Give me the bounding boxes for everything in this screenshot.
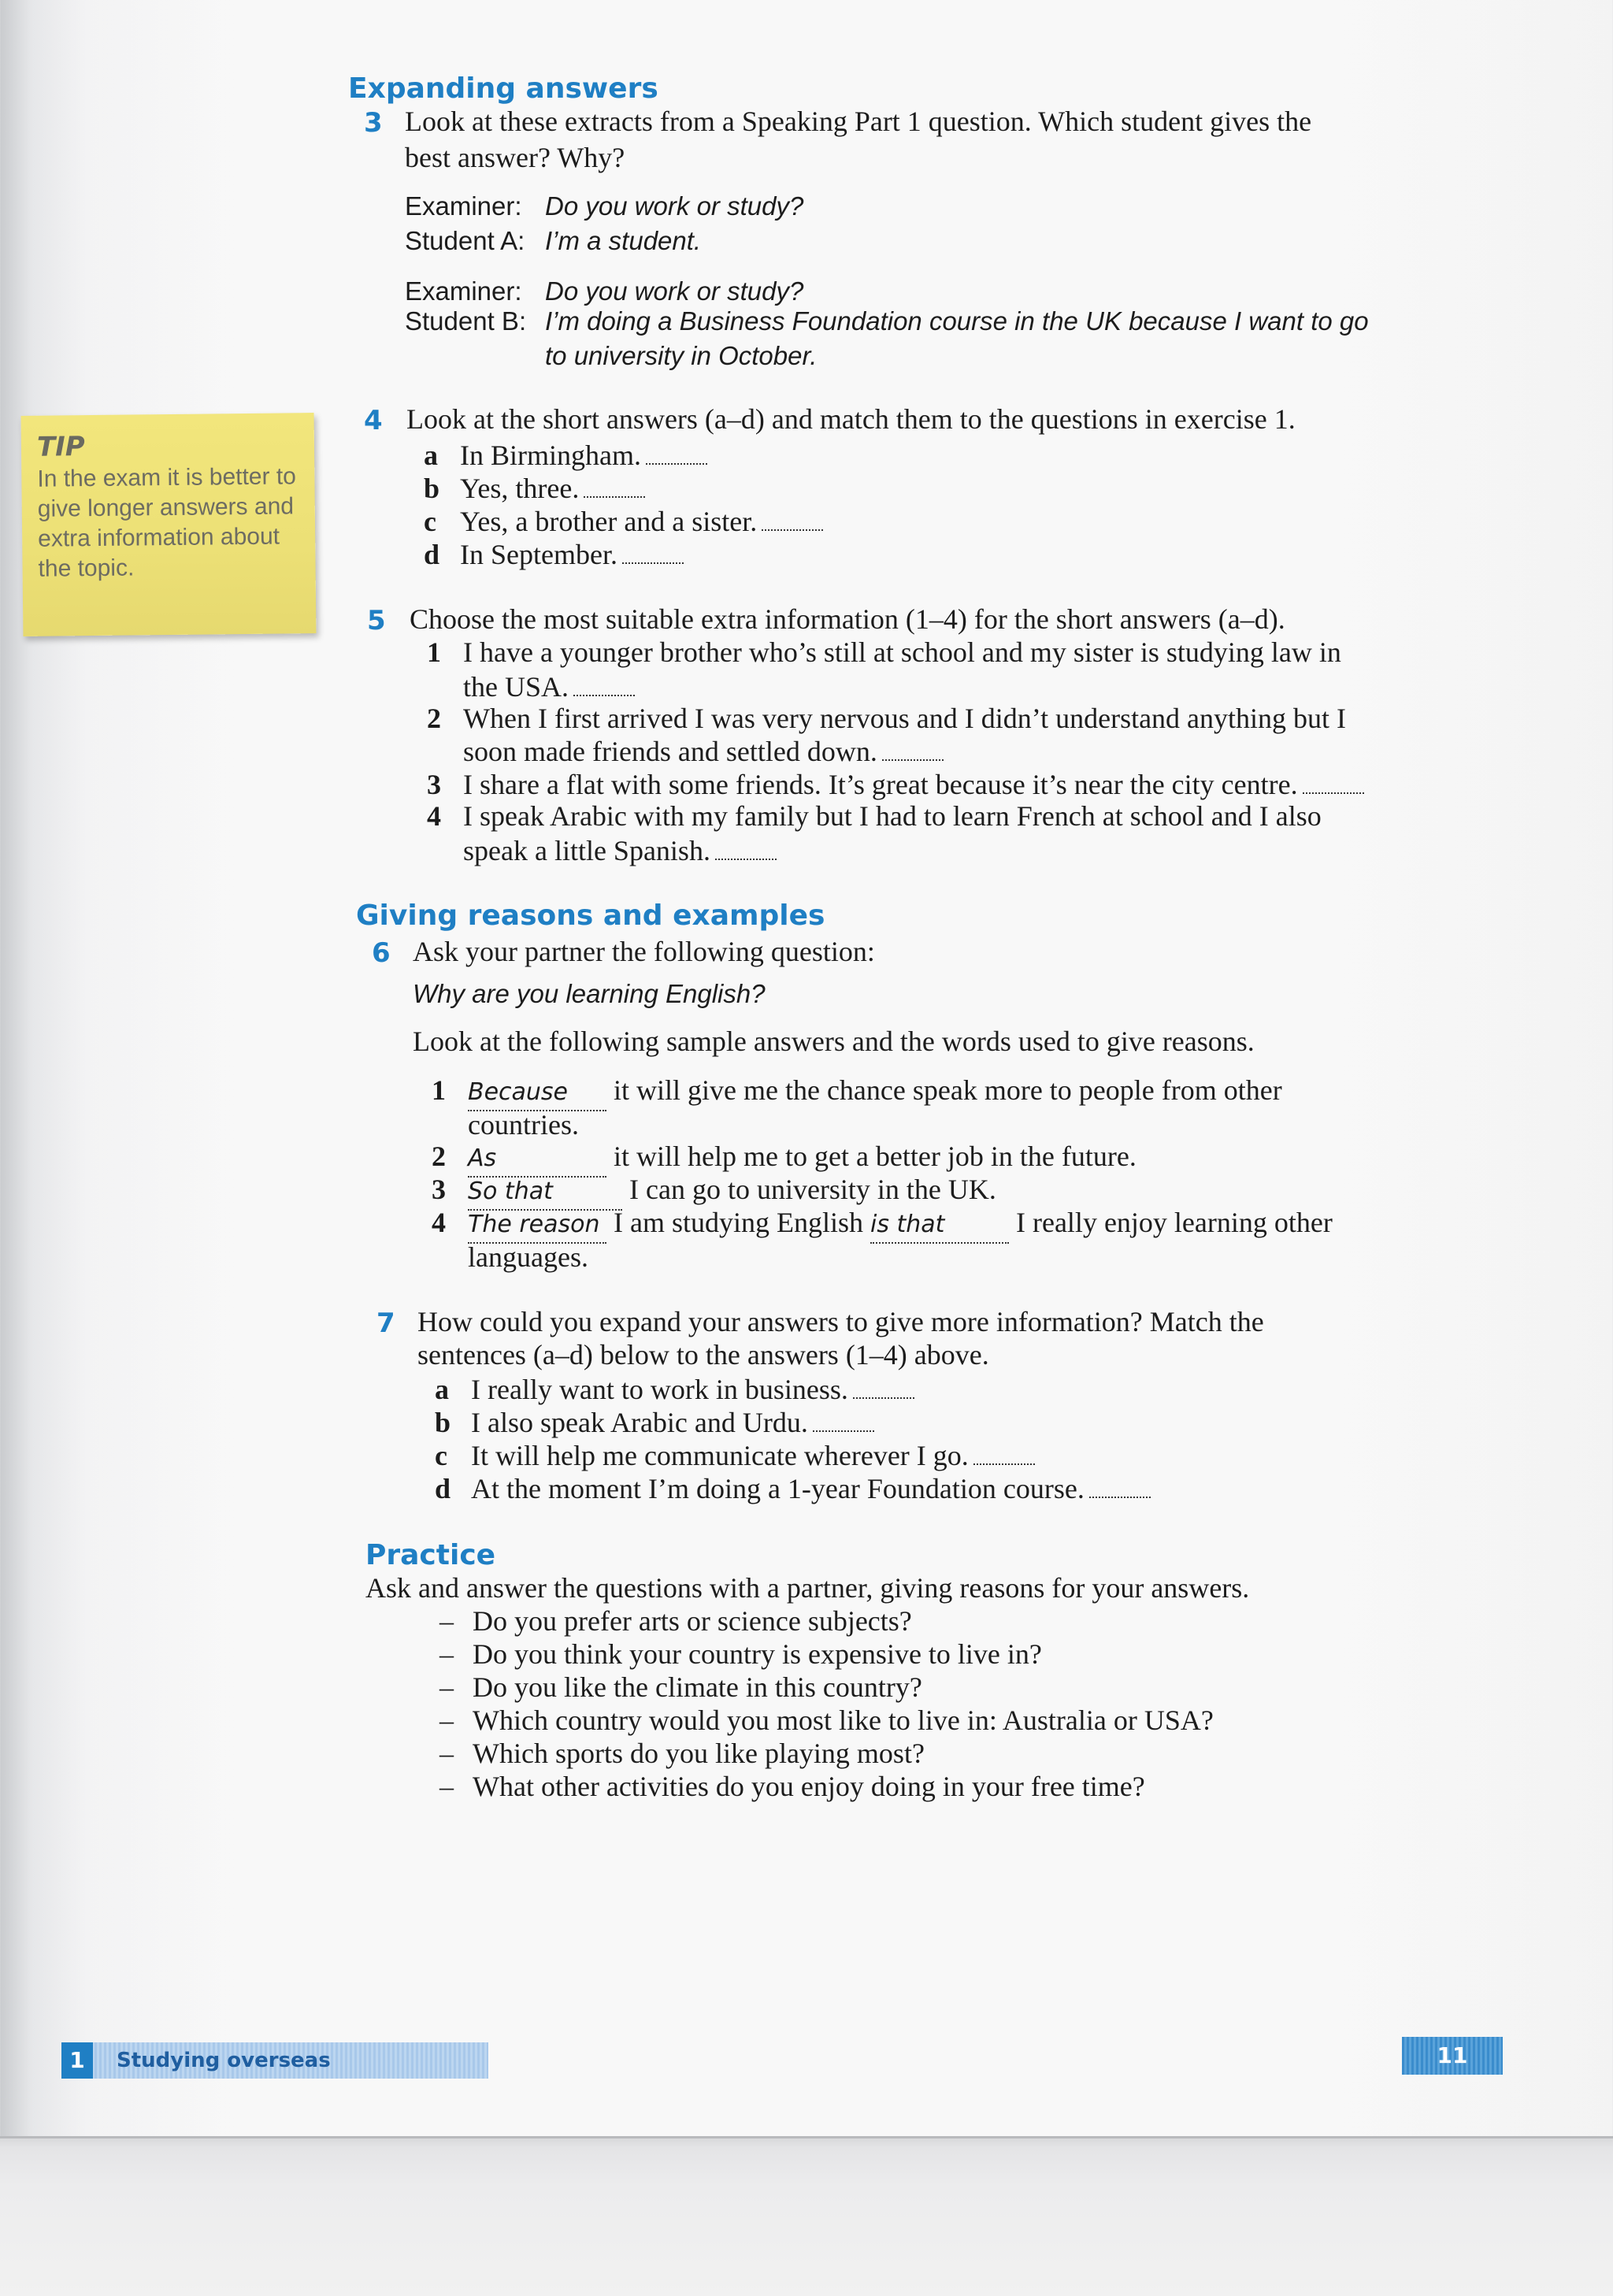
ex6-item-4: 4 The reason I am studying English is that I really enjoy learning other xyxy=(432,1205,1333,1244)
ex7-item-c: c It will help me communicate wherever I go. xyxy=(435,1438,1035,1473)
ex7-instruction-2: sentences (a–d) below to the answers (1–4) above. xyxy=(417,1339,989,1371)
ex5-item-1-cont: the USA. xyxy=(463,670,635,704)
answer-blank[interactable] xyxy=(813,1408,874,1432)
practice-question: – Which sports do you like playing most? xyxy=(439,1738,925,1769)
answer-blank[interactable] xyxy=(762,507,823,531)
page-number: 11 xyxy=(1402,2037,1503,2075)
ex6-item-4-cont: languages. xyxy=(468,1241,588,1273)
dialog-b-student-cont: to university in October. xyxy=(545,341,818,370)
ex6-question: Why are you learning English? xyxy=(413,979,766,1008)
ex5-item-3: 3 I share a flat with some friends. It’s great because it’s near the city centre. xyxy=(427,767,1364,802)
exercise-number-7: 7 xyxy=(376,1307,395,1339)
page-edge-shadow xyxy=(0,2136,1613,2296)
ex7-item-d: d At the moment I’m doing a 1-year Foundation course. xyxy=(435,1471,1151,1506)
ex4-item-c: c Yes, a brother and a sister. xyxy=(424,504,823,539)
dialog-b-examiner: Examiner: Do you work or study? xyxy=(405,276,804,306)
filled-answer: As xyxy=(468,1141,606,1178)
exercise-number-6: 6 xyxy=(372,937,391,969)
answer-blank[interactable] xyxy=(584,474,645,498)
filled-answer: is that xyxy=(870,1207,1009,1244)
ex6-item-1-cont: countries. xyxy=(468,1109,579,1141)
exercise-number-3: 3 xyxy=(364,107,383,139)
tip-note xyxy=(21,413,317,636)
filled-answer: So that xyxy=(468,1174,622,1211)
ex7-item-a: a I really want to work in business. xyxy=(435,1372,914,1407)
section-heading-practice: Practice xyxy=(365,1539,496,1571)
ex4-instruction: Look at the short answers (a–d) and match them to the questions in exercise 1. xyxy=(406,403,1296,435)
practice-question: – Which country would you most like to live in: Australia or USA? xyxy=(439,1704,1214,1736)
answer-blank[interactable] xyxy=(646,441,707,465)
ex4-item-b: b Yes, three. xyxy=(424,471,645,506)
ex6-instruction: Ask your partner the following question: xyxy=(413,936,875,967)
dialog-a-examiner: Examiner: Do you work or study? xyxy=(405,191,804,221)
ex3-instruction-2: best answer? Why? xyxy=(405,142,625,173)
tip-text: In the exam it is better to give longer answers and extra information about the topic. xyxy=(37,463,297,582)
unit-title: Studying overseas xyxy=(117,2049,331,2072)
practice-question: – Do you think your country is expensive to live in? xyxy=(439,1638,1042,1670)
ex5-item-1: 1 I have a younger brother who’s still at school and my sister is studying law in xyxy=(427,636,1341,668)
answer-blank[interactable] xyxy=(1089,1474,1151,1498)
section-heading-expanding: Expanding answers xyxy=(348,72,658,105)
ex5-item-2: 2 When I first arrived I was very nervous and I didn’t understand anything but I xyxy=(427,703,1347,734)
filled-answer: Because xyxy=(468,1075,606,1111)
ex4-item-d: d In September. xyxy=(424,537,684,572)
ex5-item-4: 4 I speak Arabic with my family but I had to learn French at school and I also xyxy=(427,800,1322,832)
ex5-instruction: Choose the most suitable extra information (1–4) for the short answers (a–d). xyxy=(410,603,1285,635)
exercise-number-4: 4 xyxy=(364,405,383,436)
answer-blank[interactable] xyxy=(573,673,635,696)
practice-question: – What other activities do you enjoy doing in your free time? xyxy=(439,1771,1145,1802)
practice-question: – Do you like the climate in this country? xyxy=(439,1671,922,1703)
answer-blank[interactable] xyxy=(853,1375,914,1399)
answer-blank[interactable] xyxy=(1303,770,1364,794)
ex6-item-3: 3 So that I can go to university in the UK. xyxy=(432,1172,996,1211)
exercise-number-5: 5 xyxy=(367,605,386,636)
ex4-item-a: a In Birmingham. xyxy=(424,438,707,473)
answer-blank[interactable] xyxy=(973,1441,1035,1465)
ex6-item-1: 1 Because it will give me the chance speak more to people from other xyxy=(432,1073,1282,1111)
practice-instruction: Ask and answer the questions with a partner, giving reasons for your answers. xyxy=(365,1572,1250,1604)
unit-footer-bar xyxy=(61,2042,488,2079)
answer-blank[interactable] xyxy=(882,737,944,761)
answer-blank[interactable] xyxy=(622,540,684,564)
ex6-item-2: 2 As it will help me to get a better job in the future. xyxy=(432,1139,1137,1178)
ex5-item-4-cont: speak a little Spanish. xyxy=(463,833,777,868)
ex5-item-2-cont: soon made friends and settled down. xyxy=(463,734,944,769)
ex3-instruction-1: Look at these extracts from a Speaking Part 1 question. Which student gives the xyxy=(405,106,1312,137)
tip-title: TIP xyxy=(36,431,85,463)
unit-number: 1 xyxy=(61,2042,93,2079)
answer-blank[interactable] xyxy=(715,836,777,860)
ex7-item-b: b I also speak Arabic and Urdu. xyxy=(435,1405,874,1440)
ex7-instruction-1: How could you expand your answers to give more information? Match the xyxy=(417,1306,1264,1337)
filled-answer: The reason xyxy=(468,1207,606,1244)
ex6-look: Look at the following sample answers and the words used to give reasons. xyxy=(413,1026,1255,1057)
section-heading-reasons: Giving reasons and examples xyxy=(356,899,825,932)
dialog-b-student: Student B: I’m doing a Business Foundation course in the UK because I want to go xyxy=(405,306,1369,336)
dialog-a-student: Student A: I’m a student. xyxy=(405,226,702,255)
practice-question: – Do you prefer arts or science subjects? xyxy=(439,1605,912,1637)
